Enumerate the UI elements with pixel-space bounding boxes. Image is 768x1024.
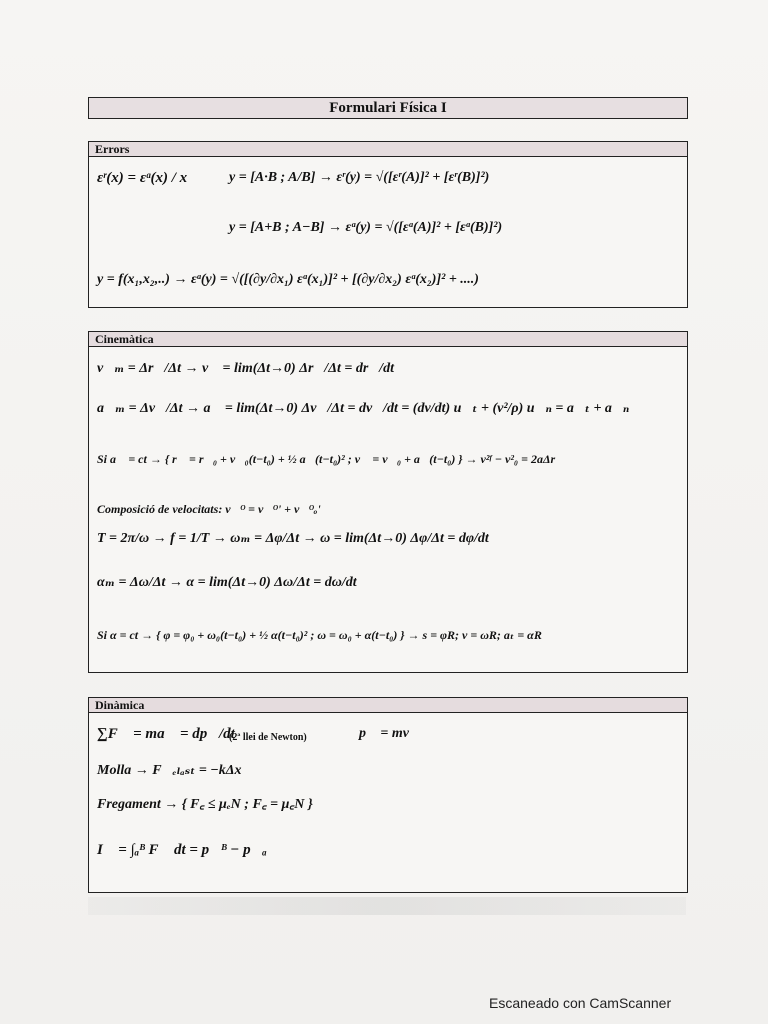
formula-velocity-composition: Composició de velocitats: v⃗ᴼ = v⃗ᴼ' + v⃗ᴼₒ' [97,502,321,516]
formula-friction: Fregament → { F꜀ ≤ μₑN ; F꜀ = μ꜀N } [97,797,313,812]
formula-velocity: v⃗ₘ = Δr⃗/Δt → v⃗ = lim(Δt→0) Δr⃗/Δt = dr⃗/dt [97,361,394,376]
scanner-watermark: Escaneado con CamScanner [489,995,672,1011]
page-title: Formulari Física I [88,97,688,119]
section-errors [88,141,688,308]
formula-acceleration: a⃗ₘ = Δv⃗/Δt → a⃗ = lim(Δt→0) Δv⃗/Δt = dv⃗/dt = (dv/dt) u⃗ₜ + (v²/ρ) u⃗ₙ = a⃗ₜ + a⃗ₙ [97,401,630,416]
label-newton-second-law: (2ª llei de Newton) [229,732,307,743]
section-heading-cinematica: Cinemàtica [89,332,687,347]
section-cinematica [88,331,688,673]
formula-constant-acceleration: Si a⃗ = ct → { r⃗ = r⃗₀ + v⃗₀(t−t₀) + ½ a⃗(t−t₀)² ; v⃗ = v⃗₀ + a⃗(t−t₀) } → v²ᶠ − v²₀ = 2aΔr [97,452,556,466]
formula-momentum: p⃗ = mv⃗ [359,726,420,741]
formula-newton-second-law: ∑F⃗ = ma⃗ = dp⃗/dt [97,726,235,742]
formula-constant-angular-acceleration: Si α = ct → { φ = φ₀ + ω₀(t−t₀) + ½ α(t−t₀)² ; ω = ω₀ + α(t−t₀) } → s = φR; v = ωR; aₜ = αR [97,628,542,642]
page-bleed-shadow [88,897,686,915]
formula-angular-acceleration: αₘ = Δω/Δt → α = lim(Δt→0) Δω/Δt = dω/dt [97,575,357,590]
formula-absolute-error-sum: y = [A+B ; A−B] → εᵃ(y) = √([εᵃ(A)]² + [εᵃ(B)]²) [229,220,503,235]
formula-impulse: I⃗ = ∫ₐᴮ F⃗ dt = p⃗ᴮ − p⃗ₐ [97,842,267,858]
section-dinamica [88,697,688,893]
formula-spring-force: Molla → F⃗ₑₗₐₛₜ = −kΔx⃗ [97,763,253,778]
formula-relative-error-product: y = [A·B ; A/B] → εʳ(y) = √([εʳ(A)]² + [εʳ(B)]²) [229,170,490,185]
section-heading-errors: Errors [89,142,687,157]
section-heading-dinamica: Dinàmica [89,698,687,713]
formula-angular-velocity: T = 2π/ω → f = 1/T → ωₘ = Δφ/Δt → ω = lim(Δt→0) Δφ/Δt = dφ/dt [97,531,489,546]
formula-error-propagation: y = f(x₁,x₂,..) → εᵃ(y) = √([(∂y/∂x₁) εᵃ(x₁)]² + [(∂y/∂x₂) εᵃ(x₂)]² + ....) [97,272,479,287]
formula-relative-error: εʳ(x) = εᵃ(x) / x [97,170,188,186]
